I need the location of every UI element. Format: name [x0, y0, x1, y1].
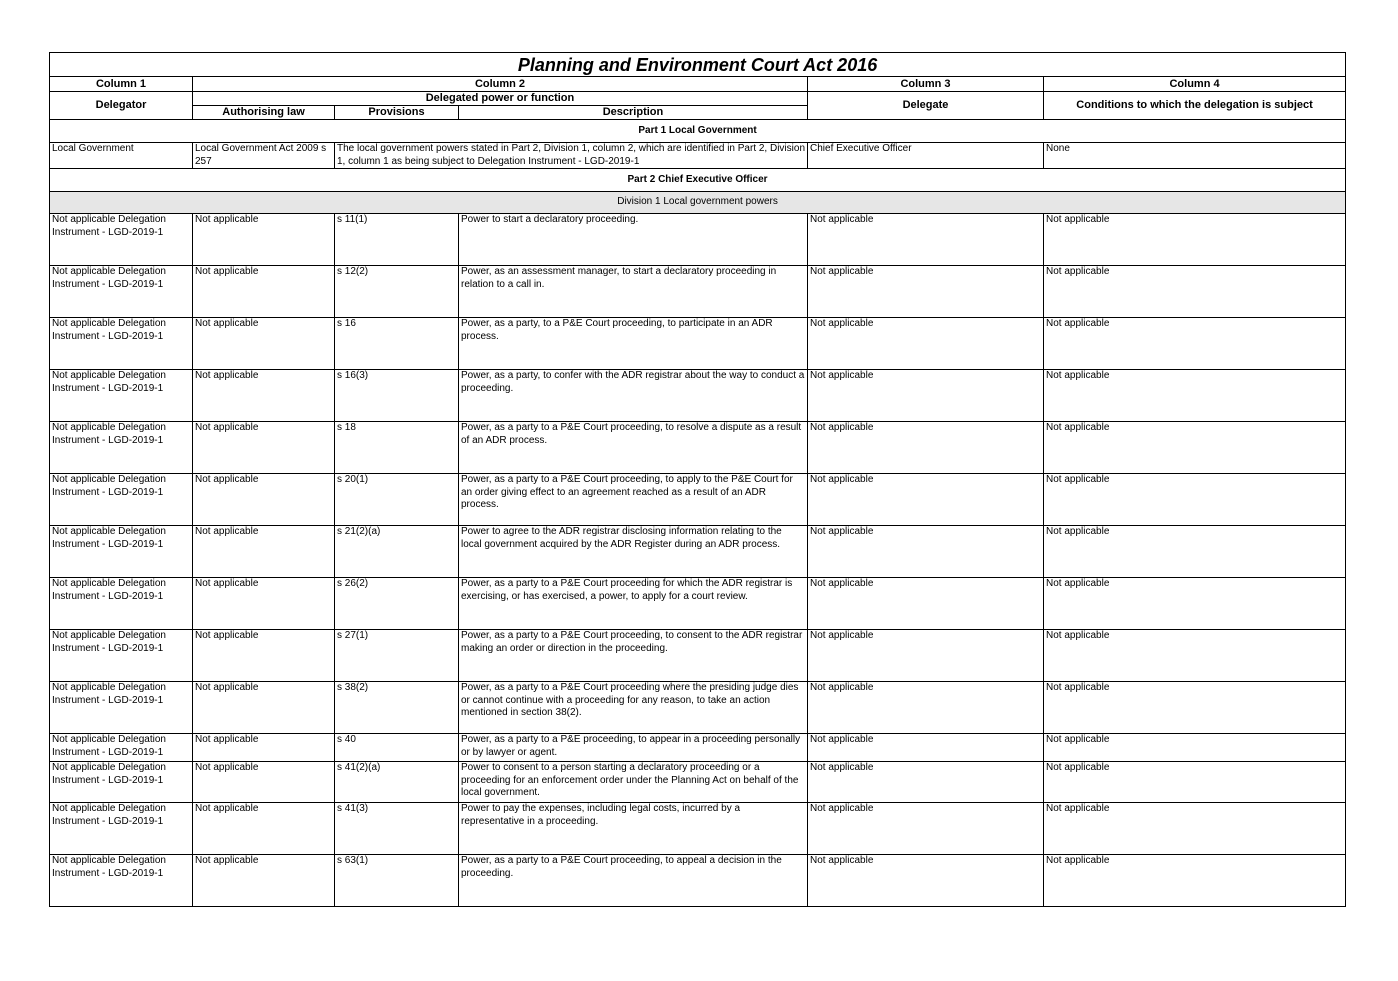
delegator-cell: Not applicable Delegation Instrument - LGD-2019-1 [50, 762, 193, 803]
delegate-cell: Not applicable [808, 734, 1044, 762]
delegate-cell: Not applicable [808, 682, 1044, 734]
table-row [50, 266, 1346, 318]
delegate-cell: Not applicable [808, 630, 1044, 682]
description-cell: Power, as a party, to confer with the ADR registrar about the way to conduct a proceeding. [459, 370, 808, 422]
delegator-cell: Not applicable Delegation Instrument - LGD-2019-1 [50, 422, 193, 474]
provision-cell: s 40 [335, 734, 459, 762]
delegate-cell: Not applicable [808, 318, 1044, 370]
part1-delegator: Local Government [50, 143, 193, 169]
description-cell: Power, as a party to a P&E Court proceeding, to appeal a decision in the proceeding. [459, 855, 808, 907]
authorising-law-cell: Not applicable [193, 578, 335, 630]
description-header: Description [459, 106, 808, 120]
delegator-cell: Not applicable Delegation Instrument - LGD-2019-1 [50, 803, 193, 855]
authorising-law-header: Authorising law [193, 106, 335, 120]
description-cell: Power, as an assessment manager, to start a declaratory proceeding in relation to a call in. [459, 266, 808, 318]
authorising-law-cell: Not applicable [193, 803, 335, 855]
column4-header: Column 4 [1044, 77, 1346, 92]
delegator-cell: Not applicable Delegation Instrument - LGD-2019-1 [50, 474, 193, 526]
description-cell: Power, as a party to a P&E Court proceeding, to resolve a dispute as a result of an ADR process. [459, 422, 808, 474]
conditions-cell: Not applicable [1044, 682, 1346, 734]
provision-cell: s 27(1) [335, 630, 459, 682]
provision-cell: s 26(2) [335, 578, 459, 630]
description-cell: Power to start a declaratory proceeding. [459, 214, 808, 266]
table-row [50, 762, 1346, 803]
column1-header: Column 1 [50, 77, 193, 92]
provision-cell: s 20(1) [335, 474, 459, 526]
delegator-cell: Not applicable Delegation Instrument - LGD-2019-1 [50, 855, 193, 907]
conditions-cell: Not applicable [1044, 266, 1346, 318]
table-row [50, 318, 1346, 370]
authorising-law-cell: Not applicable [193, 526, 335, 578]
table-row [50, 734, 1346, 762]
provisions-header: Provisions [335, 106, 459, 120]
authorising-law-cell: Not applicable [193, 630, 335, 682]
conditions-cell: Not applicable [1044, 734, 1346, 762]
delegator-cell: Not applicable Delegation Instrument - LGD-2019-1 [50, 370, 193, 422]
description-cell: Power, as a party to a P&E Court proceeding, to apply to the P&E Court for an order giving effect to an agreement reached as a result of an ADR process. [459, 474, 808, 526]
delegate-cell: Not applicable [808, 266, 1044, 318]
table-row [50, 526, 1346, 578]
description-cell: Power, as a party to a P&E Court proceeding for which the ADR registrar is exercising, or has exercised, a power, to apply for a court review. [459, 578, 808, 630]
conditions-cell: Not applicable [1044, 630, 1346, 682]
delegate-header: Delegate [808, 92, 1044, 120]
delegate-cell: Not applicable [808, 803, 1044, 855]
delegator-cell: Not applicable Delegation Instrument - LGD-2019-1 [50, 318, 193, 370]
column3-header: Column 3 [808, 77, 1044, 92]
provision-cell: s 16 [335, 318, 459, 370]
part2-heading: Part 2 Chief Executive Officer [50, 169, 1346, 192]
provision-cell: s 11(1) [335, 214, 459, 266]
description-cell: Power, as a party to a P&E Court proceeding, to consent to the ADR registrar making an order or direction in the proceeding. [459, 630, 808, 682]
table-row [50, 370, 1346, 422]
table-row [50, 474, 1346, 526]
description-cell: Power, as a party to a P&E proceeding, to appear in a proceeding personally or by lawyer or agent. [459, 734, 808, 762]
table-row [50, 214, 1346, 266]
column2-header: Column 2 [193, 77, 808, 92]
delegate-cell: Not applicable [808, 762, 1044, 803]
delegator-cell: Not applicable Delegation Instrument - LGD-2019-1 [50, 266, 193, 318]
conditions-cell: Not applicable [1044, 474, 1346, 526]
conditions-cell: Not applicable [1044, 803, 1346, 855]
delegator-cell: Not applicable Delegation Instrument - LGD-2019-1 [50, 682, 193, 734]
delegate-cell: Not applicable [808, 474, 1044, 526]
provision-cell: s 38(2) [335, 682, 459, 734]
description-cell: Power to agree to the ADR registrar disclosing information relating to the local government acquired by the ADR Register during an ADR process. [459, 526, 808, 578]
page-title: Planning and Environment Court Act 2016 [50, 53, 1346, 77]
authorising-law-cell: Not applicable [193, 682, 335, 734]
table-row [50, 855, 1346, 907]
description-cell: Power, as a party to a P&E Court proceeding where the presiding judge dies or cannot continue with a proceeding for any reason, to take an action mentioned in section 38(2). [459, 682, 808, 734]
authorising-law-cell: Not applicable [193, 266, 335, 318]
table-row [50, 422, 1346, 474]
conditions-cell: Not applicable [1044, 855, 1346, 907]
authorising-law-cell: Not applicable [193, 422, 335, 474]
table-row [50, 803, 1346, 855]
authorising-law-cell: Not applicable [193, 734, 335, 762]
authorising-law-cell: Not applicable [193, 370, 335, 422]
delegator-cell: Not applicable Delegation Instrument - LGD-2019-1 [50, 214, 193, 266]
conditions-cell: Not applicable [1044, 318, 1346, 370]
authorising-law-cell: Not applicable [193, 474, 335, 526]
conditions-header: Conditions to which the delegation is subject [1044, 92, 1346, 120]
part1-heading: Part 1 Local Government [50, 120, 1346, 143]
delegator-header: Delegator [50, 92, 193, 120]
authorising-law-cell: Not applicable [193, 318, 335, 370]
delegator-cell: Not applicable Delegation Instrument - LGD-2019-1 [50, 630, 193, 682]
delegator-cell: Not applicable Delegation Instrument - LGD-2019-1 [50, 734, 193, 762]
delegate-cell: Not applicable [808, 370, 1044, 422]
conditions-cell: Not applicable [1044, 578, 1346, 630]
part1-delegate: Chief Executive Officer [808, 143, 1044, 169]
delegate-cell: Not applicable [808, 214, 1044, 266]
authorising-law-cell: Not applicable [193, 855, 335, 907]
delegate-cell: Not applicable [808, 422, 1044, 474]
part1-conditions: None [1044, 143, 1346, 169]
delegation-table [49, 52, 1346, 907]
part1-provision: The local government powers stated in Part 2, Division 1, column 2, which are identified in Part 2, Division 1, column 1 as being subject to Delegation Instrument - LGD-2019-1 [335, 143, 808, 169]
delegated-power-header: Delegated power or function [193, 92, 808, 106]
conditions-cell: Not applicable [1044, 422, 1346, 474]
provision-cell: s 16(3) [335, 370, 459, 422]
provision-cell: s 41(2)(a) [335, 762, 459, 803]
conditions-cell: Not applicable [1044, 526, 1346, 578]
conditions-cell: Not applicable [1044, 762, 1346, 803]
provision-cell: s 18 [335, 422, 459, 474]
description-cell: Power to pay the expenses, including legal costs, incurred by a representative in a proceeding. [459, 803, 808, 855]
conditions-cell: Not applicable [1044, 370, 1346, 422]
conditions-cell: Not applicable [1044, 214, 1346, 266]
provision-cell: s 41(3) [335, 803, 459, 855]
authorising-law-cell: Not applicable [193, 214, 335, 266]
division1-heading: Division 1 Local government powers [50, 192, 1346, 214]
delegate-cell: Not applicable [808, 855, 1044, 907]
table-row [50, 682, 1346, 734]
delegator-cell: Not applicable Delegation Instrument - LGD-2019-1 [50, 578, 193, 630]
delegate-cell: Not applicable [808, 526, 1044, 578]
authorising-law-cell: Not applicable [193, 762, 335, 803]
provision-cell: s 63(1) [335, 855, 459, 907]
part1-law: Local Government Act 2009 s 257 [193, 143, 335, 169]
provision-cell: s 21(2)(a) [335, 526, 459, 578]
table-row [50, 578, 1346, 630]
description-cell: Power to consent to a person starting a declaratory proceeding or a proceeding for an enforcement order under the Planning Act on behalf of the local government. [459, 762, 808, 803]
delegator-cell: Not applicable Delegation Instrument - LGD-2019-1 [50, 526, 193, 578]
description-cell: Power, as a party, to a P&E Court proceeding, to participate in an ADR process. [459, 318, 808, 370]
delegate-cell: Not applicable [808, 578, 1044, 630]
table-row [50, 630, 1346, 682]
provision-cell: s 12(2) [335, 266, 459, 318]
